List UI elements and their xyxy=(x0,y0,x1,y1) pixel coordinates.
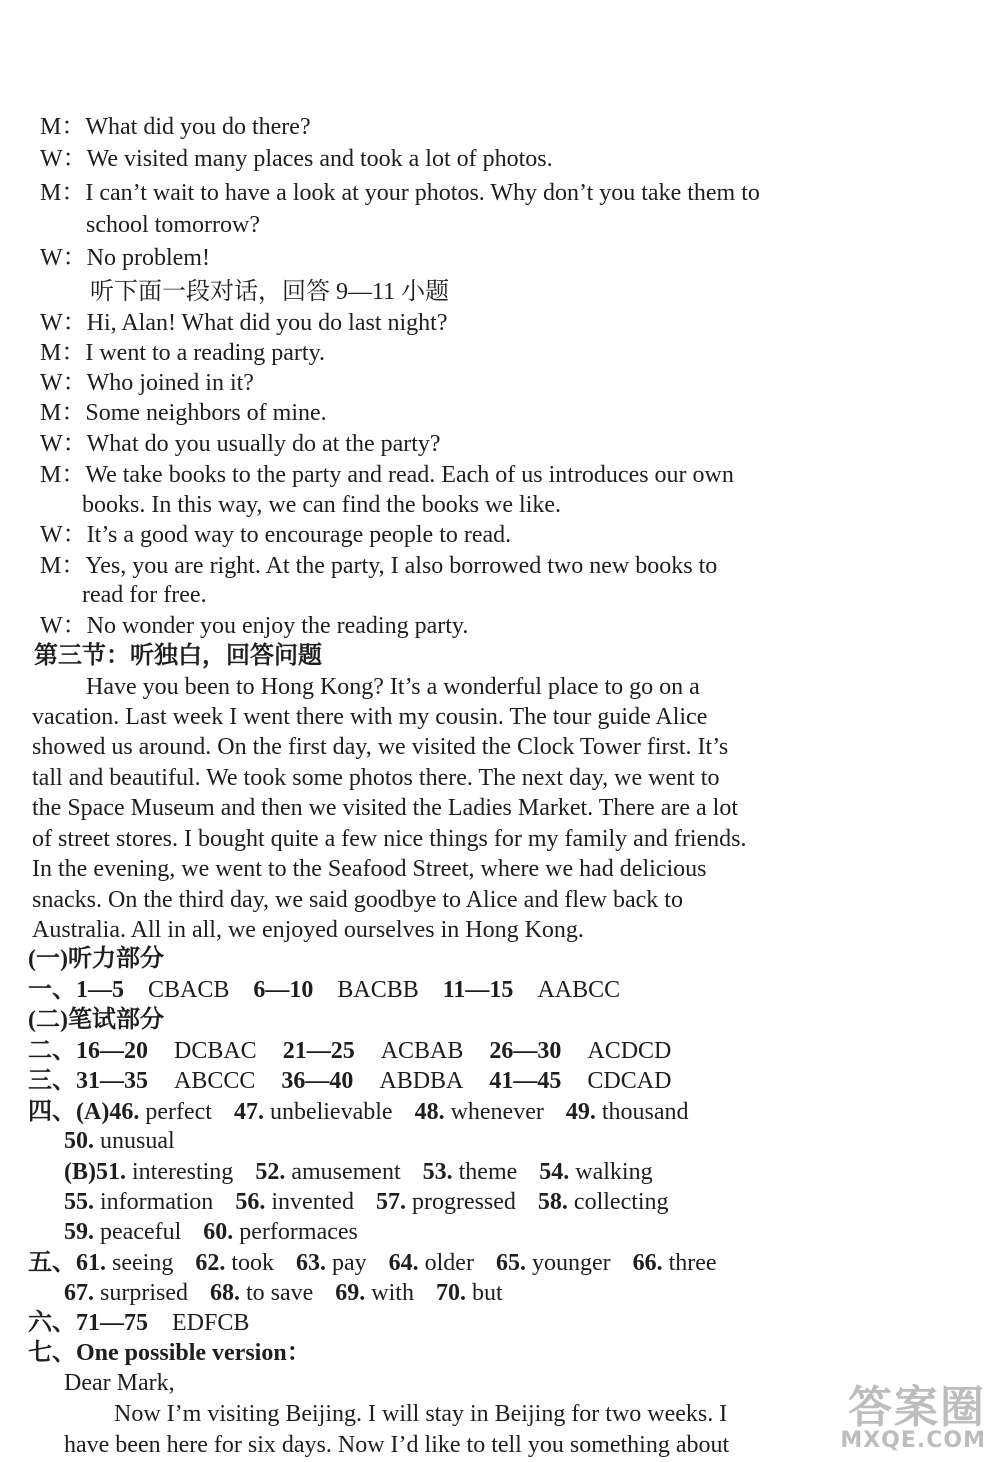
watermark-logo: 答案圈 MXQE.COM xyxy=(840,1382,986,1453)
monologue-line: the Space Museum and then we visited the Ladies Market. There are a lot xyxy=(32,795,738,821)
dialogue-line: M：Some neighbors of mine. xyxy=(40,400,327,426)
dialogue-line-continued: school tomorrow? xyxy=(86,212,260,238)
monologue-line: In the evening, we went to the Seafood Street, where we had delicious xyxy=(32,856,707,882)
section3-title: 第三节：听独白，回答问题 xyxy=(34,643,322,669)
monologue-line: snacks. On the third day, we said goodbye to Alice and flew back to xyxy=(32,887,683,913)
monologue-line: tall and beautiful. We took some photos there. The next day, we went to xyxy=(32,765,720,791)
dialogue-line: M：Yes, you are right. At the party, I also borrowed two new books to xyxy=(40,553,718,579)
answer-row-listening: 一、1—5 CBACB 6—10 BACBB 11—15 AABCC xyxy=(28,977,621,1003)
section4-row: 59. peaceful 60. performaces xyxy=(64,1219,358,1245)
monologue-line: Australia. All in all, we enjoyed ourselves in Hong Kong. xyxy=(32,917,584,943)
dialogue-line: M：I can’t wait to have a look at your photos. Why don’t you take them to xyxy=(40,180,760,206)
section7-title: 七、One possible version： xyxy=(28,1340,311,1366)
part1-title: (一)听力部分 xyxy=(28,946,164,972)
dialogue-line: M：I went to a reading party. xyxy=(40,340,326,366)
section4-row: 四、(A)46. perfect 47. unbelievable 48. whenever 49. thousand xyxy=(28,1099,689,1125)
dialogue-line: W：Who joined in it? xyxy=(40,370,254,396)
section5-row: 五、61. seeing 62. took 63. pay 64. older 65. younger 66. three xyxy=(28,1250,717,1276)
monologue-line: showed us around. On the first day, we visited the Clock Tower first. It’s xyxy=(32,734,729,760)
dialogue-line: W：Hi, Alan! What did you do last night? xyxy=(40,310,448,336)
section4-row: 50. unusual xyxy=(64,1128,175,1154)
dialogue-line: W：We visited many places and took a lot of photos. xyxy=(40,146,553,172)
dialogue-line-continued: read for free. xyxy=(82,582,207,608)
part2-title: (二)笔试部分 xyxy=(28,1007,164,1033)
section4-row: 55. information 56. invented 57. progressed 58. collecting xyxy=(64,1189,669,1215)
monologue-line: vacation. Last week I went there with my cousin. The tour guide Alice xyxy=(32,704,708,730)
dialogue-line: W：No problem! xyxy=(40,245,210,271)
dialogue-line: W：It’s a good way to encourage people to read. xyxy=(40,522,512,548)
section6-row: 六、71—75 EDFCB xyxy=(28,1310,250,1336)
answer-row-section2: 二、16—20 DCBAC 21—25 ACBAB 26—30 ACDCD xyxy=(28,1038,672,1064)
monologue-line: of street stores. I bought quite a few nice things for my family and friends. xyxy=(32,826,747,852)
letter-line: Now I’m visiting Beijing. I will stay in Beijing for two weeks. I xyxy=(114,1401,728,1427)
dialogue-line: W：No wonder you enjoy the reading party. xyxy=(40,613,469,639)
dialogue-line: W：What do you usually do at the party? xyxy=(40,431,441,457)
monologue-line: Have you been to Hong Kong? It’s a wonderful place to go on a xyxy=(86,674,700,700)
section4-row: (B)51. interesting 52. amusement 53. theme 54. walking xyxy=(64,1159,653,1185)
letter-salutation: Dear Mark, xyxy=(64,1370,175,1396)
section-instruction: 听下面一段对话，回答 9—11 小题 xyxy=(90,279,450,305)
letter-line: have been here for six days. Now I’d like to tell you something about xyxy=(64,1432,730,1458)
dialogue-line: M：What did you do there? xyxy=(40,114,311,140)
dialogue-line: M：We take books to the party and read. Each of us introduces our own xyxy=(40,462,734,488)
dialogue-line-continued: books. In this way, we can find the books we like. xyxy=(82,492,562,518)
answer-row-section3: 三、31—35 ABCCC 36—40 ABDBA 41—45 CDCAD xyxy=(28,1068,672,1094)
section5-row: 67. surprised 68. to save 69. with 70. but xyxy=(64,1280,503,1306)
